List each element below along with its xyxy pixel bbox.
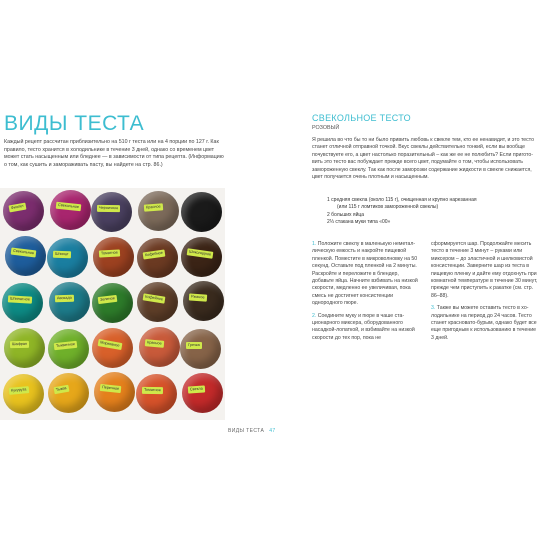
step-text: Положите свеклу в маленькую неметаллическую емкость и накройте пищевой пленкой. Поместите в микроволновку на 50 секунд. Оставьте под пленкой на 2 минуты. Раскройте и переложите в блендер, добавьте яйца. Начните взбивать на низкой скорости, медленно ее увеличивая, пока смесь не достигнет консистенции однородного пюре. xyxy=(312,241,418,307)
right-page xyxy=(275,0,550,550)
dough-ball xyxy=(181,192,222,232)
ingredients-list xyxy=(327,197,532,227)
ingredient-item: 1 средняя свекла (около 115 г), очищенная и крупно нарезанная xyxy=(327,197,477,203)
dough-label-tape: Тыква xyxy=(53,385,69,394)
steps-column-right xyxy=(431,241,538,347)
recipe-intro: Я решила во что бы то ни было привить любовь к свекле тем, кто ее ненавидит, и это тесто станет отличной отправной точкой. Вкус свеклы действительно тонкий, если вы вообще почувствуете его, а цвет настолько поразительный – как же ее не полюбить? Если приготовить это тесто вас побуждает прежде всего цвет, подумайте о том, чтобы использовать замороженную свеклу. Так как после заморозки содержание жидкости в свекле снижается, цвет получается очень плотным и насыщенным. xyxy=(312,137,534,181)
recipe-subtitle: РОЗОВЫЙ xyxy=(312,125,340,131)
ingredient-item: (или 115 г ломтиков замороженной свеклы) xyxy=(337,204,439,211)
page-number: 47 xyxy=(269,428,276,434)
dough-balls-photo xyxy=(0,188,225,420)
dough-label-tape: Шоколадное xyxy=(187,248,214,259)
dough-label-tape: Фиолет xyxy=(9,203,27,213)
dough-label-tape: Томатное xyxy=(99,249,120,257)
step xyxy=(431,241,538,300)
dough-ball xyxy=(180,329,221,369)
dough-label-tape: Томатное xyxy=(141,387,162,394)
ingredient-item: 2⅓ стакана муки типа «00» xyxy=(327,219,391,226)
step-text: сформируется шар. Продолжайте месить тесто в течение 3 минут – руками или миксером – до эластичной и шелковистой консистенции. Заверните шар из теста в пищевую пленку и дайте ему отдохнуть при комнатной температуре в течение 30 минут, прежде чем приступить к ракатке (см. стр. 86–88). xyxy=(431,241,538,299)
dough-label-tape: Шпинат xyxy=(52,250,70,258)
step xyxy=(312,241,419,308)
dough-label-tape: Ржаное xyxy=(189,293,207,301)
step-text: Также вы можете оставить тесто в холодильнике на период до 24 часов. Тесто станет красновато-бурым, однако будет все еще пригодным к использованию в течение 3 дней. xyxy=(431,305,537,341)
step xyxy=(431,305,538,342)
step xyxy=(312,313,419,343)
dough-label-tape: Шпинатное xyxy=(8,295,32,303)
dough-label-tape: Кофейное xyxy=(142,293,165,303)
dough-label-tape: Кукуруза xyxy=(9,386,29,395)
dough-label-tape: Шафран xyxy=(10,340,29,347)
dough-label-tape: Красное xyxy=(143,203,162,211)
step-number: 1. xyxy=(312,241,317,247)
dough-label-tape: Авокадо xyxy=(54,295,73,303)
step-number: 2. xyxy=(312,312,317,319)
page-footer xyxy=(228,428,276,434)
dough-label-tape: Черничное xyxy=(97,205,120,212)
dough-label-tape: Кофейное xyxy=(142,249,165,259)
recipe-title: СВЕКОЛЬНОЕ ТЕСТО xyxy=(312,113,411,123)
dough-label-tape: Свекла xyxy=(188,385,205,393)
dough-label-tape: Гречка xyxy=(188,342,200,347)
dough-label-tape: Свекольное xyxy=(11,247,37,257)
dough-label-tape: Тыквенное xyxy=(53,340,77,349)
dough-label-tape: Морковное xyxy=(98,339,122,350)
step-number: 3. xyxy=(431,305,436,312)
dough-label-tape: Перечное xyxy=(100,384,122,393)
dough-label-tape: Красное xyxy=(144,339,163,348)
intro-paragraph: Каждый рецепт рассчитан приблизительно на 510 г теста или на 4 порции по 127 г. Как правило, тесто хранится в холодильнике в течение 3 дней, однако со временем цвет может стать насыщенным или бледнее — в зависимости от типа рецепта. (Информацию о том, как сушить и замораживать пасту, вы найдете на стр. 86.) xyxy=(4,139,224,168)
dough-label-tape: Зеленое xyxy=(98,295,118,304)
steps-column-left xyxy=(312,241,419,347)
section-title: ВИДЫ ТЕСТА xyxy=(4,112,145,135)
ingredient-item: 2 больших яйца xyxy=(327,211,365,218)
footer-section: ВИДЫ ТЕСТА xyxy=(228,428,265,434)
step-text: Соедините муку и пюре в чаше стационарного миксера, оборудованного насадкой-лопаткой, и взбивайте на низкой скорости до тех пор, пока не xyxy=(312,312,415,341)
dough-label-tape: Свекольное xyxy=(55,202,81,212)
